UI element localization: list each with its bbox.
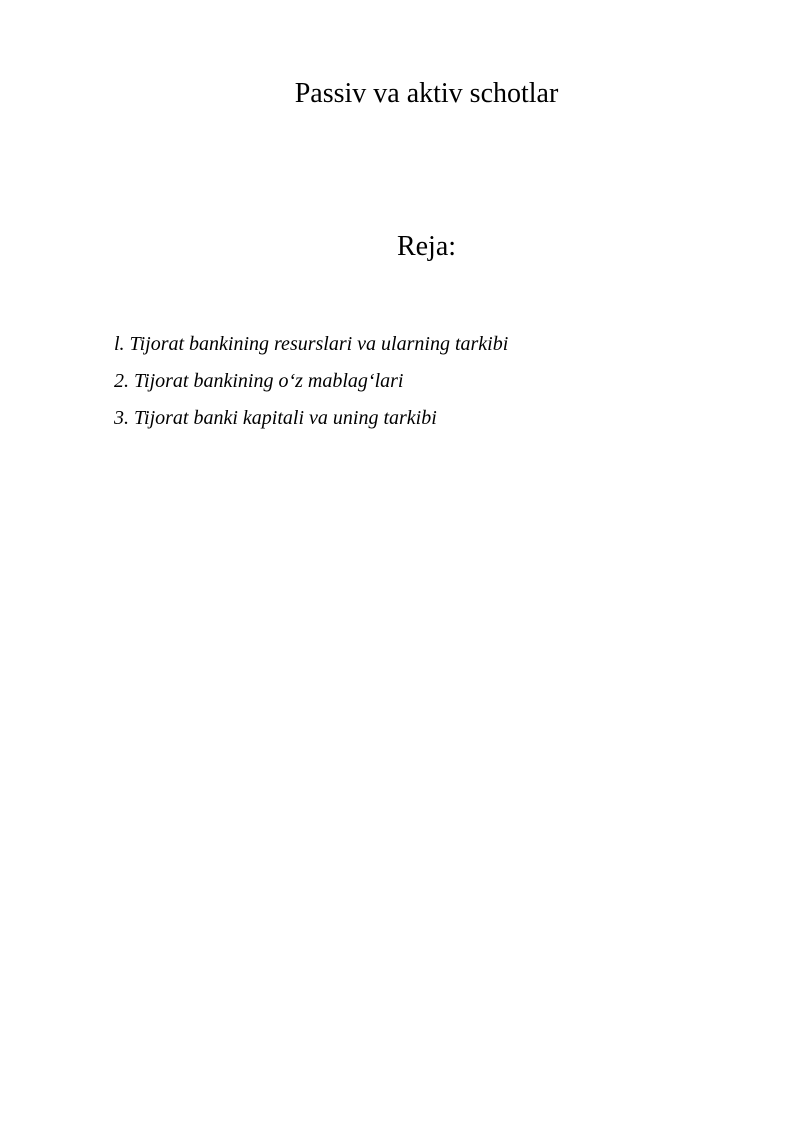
plan-heading: Reja: bbox=[396, 231, 457, 262]
document-title: Passiv va aktiv schotlar bbox=[294, 78, 559, 109]
plan-list bbox=[114, 331, 508, 442]
plan-item-1: l. Tijorat bankining resurslari va ularning tarkibi bbox=[114, 333, 509, 355]
plan-item-2: 2. Tijorat bankining o‘z mablag‘lari bbox=[114, 370, 404, 392]
plan-item-3: 3. Tijorat banki kapitali va uning tarkibi bbox=[114, 407, 437, 429]
